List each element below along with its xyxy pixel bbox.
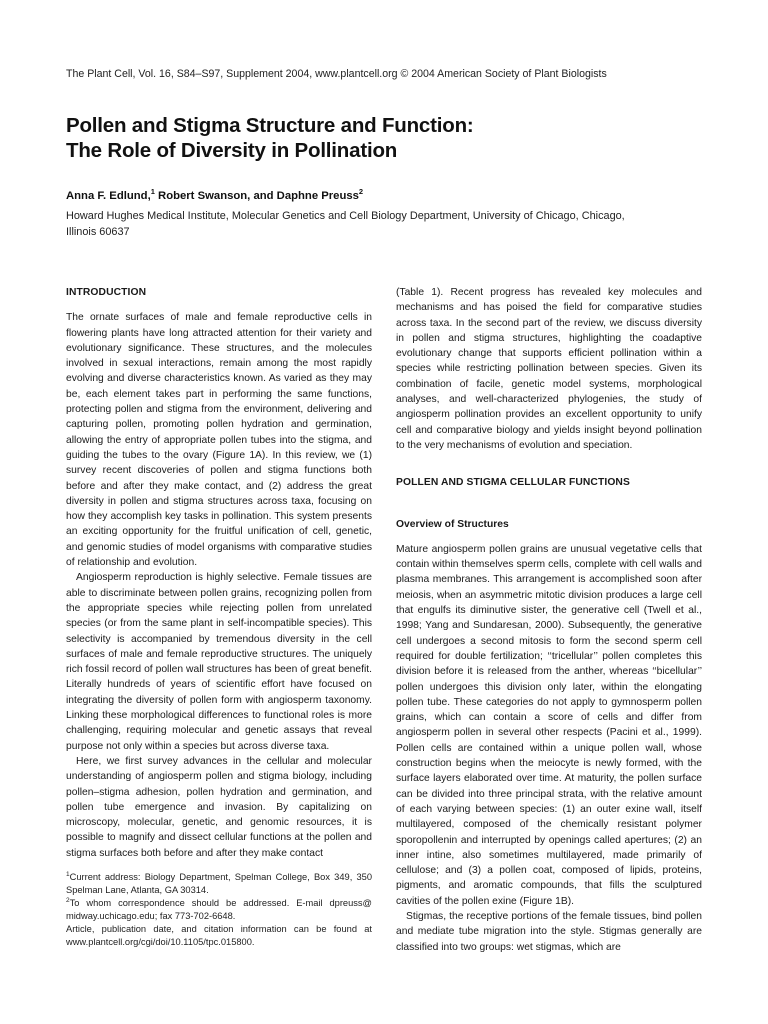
- section-heading-cellular-functions: POLLEN AND STIGMA CELLULAR FUNCTIONS: [396, 477, 630, 489]
- footnote-2-marker: 2: [66, 896, 70, 904]
- right-column: [396, 285, 702, 955]
- footnote-3: Article, publication date, and citation information can be found at www.plantcell.org/cgi/doi/10.1105/tpc.015800.: [66, 924, 372, 947]
- intro-paragraph-1: The ornate surfaces of male and female reproductive cells in flowering plants have long attracted attention for their variety and evolutionary significance. These structures, and the molecules involved in sexual interactions, remain among the most rapidly evolving and diverse characteristics known. As varied as they may be, each element takes part in performing the same functions, protecting pollen and stigma from the environment, delivering and capturing pollen, promoting pollen hydration and germination, allowing the entry of appropriate pollen tubes into the stigma, and guiding the tubes to the ovary (Figure 1A). In this review, we (1) survey recent discoveries of pollen and stigma functions both before and after they make contact, and (2) address the great diversity in pollen and stigma structures across taxa, focusing on how they accomplish key tasks in pollination. This system presents an exciting opportunity for the fruitful unification of cell, genetic, and genomic studies of model organisms with comparative studies of relationship and evolution.: [66, 312, 372, 569]
- footnote-1-marker: 1: [66, 870, 70, 878]
- author-edlund: Anna F. Edlund,: [66, 190, 151, 202]
- intro-continued-paragraph: (Table 1). Recent progress has revealed key molecules and mechanisms and has poised the field for comparative studies across taxa. In the second part of the review, we discuss diversity in pollen and stigma structures, highlighting the coadaptive evolutionary change that supports efficient pollination within a species while restricting pollination between species. Given its combination of facile, genetic model systems, morphological analyses, and well-characterized phylogenies, the study of angiosperm pollination provides an excellent opportunity to unify cell and comparative biology and yields insight beyond pollination to the very mechanisms of evolution and speciation.: [396, 287, 702, 451]
- journal-citation-line: The Plant Cell, Vol. 16, S84–S97, Supplement 2004, www.plantcell.org © 2004 American Society of Plant Biologists: [66, 68, 607, 80]
- footnote-1-text: Current address: Biology Department, Spelman College, Box 349, 350 Spelman Lane, Atlanta, GA 30314.: [66, 872, 372, 895]
- author-footnote-marker-1: 1: [150, 187, 155, 197]
- author-list: [66, 187, 706, 202]
- title-line-1: Pollen and Stigma Structure and Function:: [66, 114, 474, 137]
- author-swanson-preuss: Robert Swanson, and Daphne Preuss: [154, 190, 359, 202]
- footnote-2-text: To whom correspondence should be addressed. E-mail dpreuss@ midway.uchicago.edu; fax 773-702-6648.: [66, 898, 372, 921]
- structures-paragraph-2: Stigmas, the receptive portions of the female tissues, bind pollen and mediate tube migration into the style. Stigmas generally are classified into two groups: wet stigmas, which are: [396, 910, 702, 953]
- author-footnote-marker-2: 2: [358, 187, 364, 197]
- footnote-2: [66, 897, 372, 923]
- affiliation: Howard Hughes Medical Institute, Molecular Genetics and Cell Biology Department, University of Chicago, Chicago, Illinois 60637: [66, 210, 625, 238]
- left-column: [66, 285, 372, 861]
- footnote-1: [66, 871, 372, 897]
- footnotes: [66, 871, 372, 949]
- section-heading-introduction: INTRODUCTION: [66, 287, 147, 298]
- intro-paragraph-2: Angiosperm reproduction is highly selective. Female tissues are able to discriminate between pollen grains, recognizing pollen from the appropriate species while rejecting pollen from unrelated species (or from the same plant in self-incompatible species). This selectivity is accompanied by tremendous diversity in the cell surfaces of male and female reproductive structures. The uniquely rich fossil record of pollen wall structures has been of great benefit. Literally hundreds of years of scientific effort have focused on integrating the diversity of pollen form with angiosperm taxonomy. Linking these morphological differences to functional roles is more challenging, requiring molecular and genetic assays that reveal purpose not only within a species but across diverse taxa.: [66, 572, 372, 752]
- article-title: [66, 113, 706, 163]
- title-line-2: The Role of Diversity in Pollination: [66, 139, 398, 162]
- subheading-overview-of-structures: Overview of Structures: [396, 518, 509, 530]
- structures-paragraph-1: Mature angiosperm pollen grains are unusual vegetative cells that contain within themselves sperm cells, complete with cell walls and plasma membranes. This arrangement is accomplished soon after meiosis, when an asymmetric mitotic division produces a large cell that engulfs its diminutive sister, the generative cell (Twell et al., 1998; Yang and Sundaresan, 2000). Subsequently, the generative cell undergoes a second mitosis to form the second sperm cell required for double fertilization; ‘‘tricellular’’ pollen completes this division before it is released from the anther, whereas ‘‘bicellular’’ pollen undergoes this division only later, within the elongating pollen tube. These categories do not apply to gymnosperm pollen grains, which can contain a score of cells and differ from angiosperm pollen in several other respects (Pacini et al., 1999). Pollen cells are contained within a unique pollen wall, whose construction begins when the meiocyte is newly formed, with the surface layers elaborated over time. At maturity, the pollen surface can be divided into three principal strata, with the relative amount of each varying between species: (1) an outer exine wall, itself multilayered, composed of the chemically resistant polymer sporopollenin and interrupted by openings called apertures; (2) an inner intine, also sometimes multilayered, made primarily of cellulose; and (3) a pollen coat, composed of lipids, proteins, pigments, and aromatic compounds, that fills the sculptured cavities of the pollen exine (Figure 1B).: [396, 543, 702, 907]
- intro-paragraph-3: Here, we first survey advances in the cellular and molecular understanding of angiosperm pollen and stigma biology, including pollen–stigma adhesion, pollen hydration and germination, and pollen tube emergence and invasion. By capitalizing on microscopy, molecular, genetic, and genomic resources, it is possible to magnify and dissect cellular functions at the pollen and stigma surfaces both before and after they make contact: [66, 755, 372, 859]
